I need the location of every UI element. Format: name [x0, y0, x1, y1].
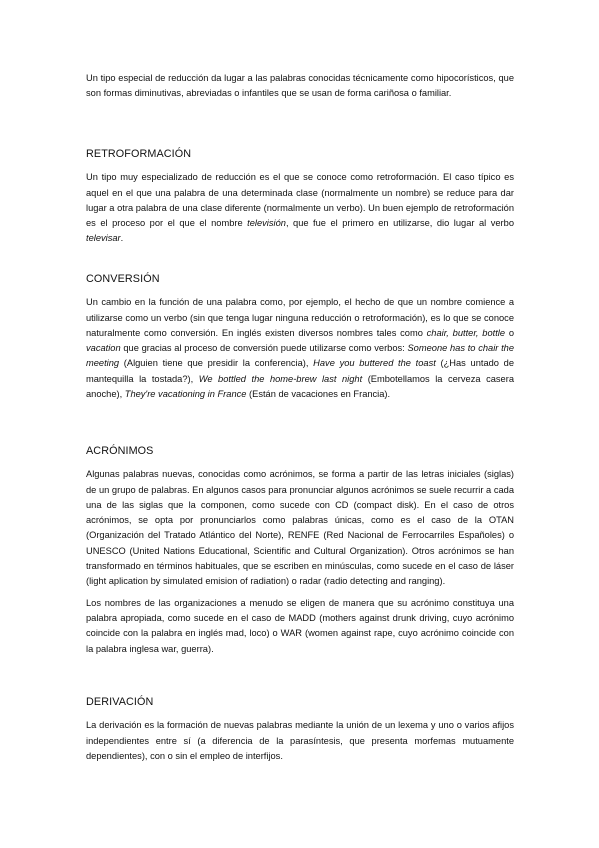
- conversion-example-4: They're vacationing in France: [124, 389, 247, 400]
- section-heading-retroformacion: RETROFORMACIÓN: [86, 148, 192, 160]
- section-heading-conversion: CONVERSIÓN: [86, 273, 160, 285]
- intro-paragraph: Un tipo especial de reducción da lugar a las palabras conocidas técnicamente como hipocorísticos, que son formas diminutivas, abreviadas o infantiles que se usan de forma cariñosa o familiar.: [86, 73, 514, 99]
- conversion-term-vacation: vacation: [86, 343, 121, 354]
- retroformacion-text-a: Un tipo muy especializado de reducción es el que se conoce como retroformación. El caso típico es aquel en el que una palabra de una determinada clase (normalmente un nombre) se reduce para dar lugar a otra palabra de una clase diferente (normalmente un verbo). Un buen ejemplo de retroformación es el proceso por el que el nombre: [86, 172, 514, 229]
- conversion-term-list: chair, butter, bottle: [426, 327, 506, 338]
- conversion-text-g: (Están de vacaciones en Francia).: [246, 389, 391, 400]
- section-derivacion: [86, 695, 514, 764]
- conversion-example-3: We bottled the home-brew last night: [198, 373, 363, 384]
- conversion-example-1: Someone has to chair the meeting: [86, 343, 515, 369]
- section-heading-acronimos: ACRÓNIMOS: [86, 445, 154, 457]
- retroformacion-paragraph: [86, 170, 514, 246]
- derivacion-paragraph: La derivación es la formación de nuevas palabras mediante la unión de un lexema y uno o varios afijos independientes entre sí (a diferencia de la parasíntesis, que presenta morfemas mutuamente dependientes), con o sin el empleo de interfijos.: [86, 720, 514, 761]
- conversion-paragraph: [86, 295, 514, 402]
- section-conversion: [86, 272, 514, 402]
- retroformacion-text-b: , que fue el primero en utilizarse, dio lugar al verbo: [285, 218, 514, 229]
- retroformacion-term-television: televisión: [247, 218, 286, 229]
- conversion-text-d: (Alguien tiene que presidir la conferencia),: [119, 358, 314, 369]
- conversion-text-c: que gracias al proceso de conversión puede utilizarse como verbos:: [120, 343, 408, 354]
- retroformacion-text-c: .: [120, 233, 124, 244]
- intro-block: [86, 71, 514, 102]
- acronimos-paragraph-2: Los nombres de las organizaciones a menudo se eligen de manera que su acrónimo constituya una palabra apropiada, como sucede en el caso de MADD (mothers against drunk driving, cuyo acrónimo coincide con la palabra en inglés mad, loco) o WAR (women against rape, cuyo acrónimo coincide con la palabra inglesa war, guerra).: [86, 597, 514, 654]
- section-acronimos: [86, 444, 514, 657]
- retroformacion-term-televisar: televisar: [86, 233, 121, 244]
- section-heading-derivacion: DERIVACIÓN: [86, 696, 154, 708]
- conversion-text-a: Un cambio en la función de una palabra como, por ejemplo, el hecho de que un nombre comience a utilizarse como un verbo (sin que tenga lugar ninguna reducción o retroformación), es lo que se conoce naturalmente como conversión. En inglés existen diversos nombres tales como: [86, 297, 514, 338]
- section-retroformacion: [86, 147, 514, 247]
- conversion-example-2: Have you buttered the toast: [313, 358, 436, 369]
- acronimos-paragraph-1: Algunas palabras nuevas, conocidas como acrónimos, se forma a partir de las letras iniciales (siglas) de un grupo de palabras. En algunos casos para pronunciar algunos acrónimos se suele recurrir a cada una de las siglas que la componen, como sucede con CD (compact disk). En el caso de otros acrónimos, se opta por pronunciarlos como palabras únicas, como es el caso de la OTAN (Organización del Tratado Atlántico del Norte), RENFE (Red Nacional de Ferrocarriles Españoles) o UNESCO (United Nations Educational, Scientific and Cultural Organization). Otros acrónimos se han transformado en términos habituales, que se escriben en minúsculas, como sucede en el caso de láser (light aplication by simulated emision of radiation) o radar (radio detecting and ranging).: [86, 469, 514, 587]
- conversion-text-e: (¿Has untado de mantequilla la tostada?),: [86, 358, 514, 384]
- conversion-text-f: (Embotellamos la cerveza casera anoche),: [86, 373, 514, 400]
- conversion-text-b: o: [505, 327, 514, 338]
